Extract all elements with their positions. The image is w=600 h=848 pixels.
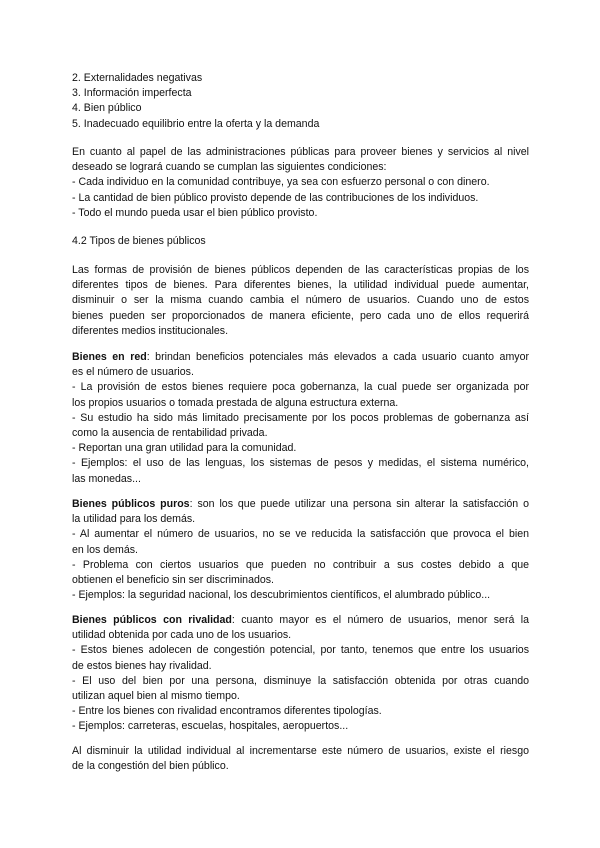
paragraph-line: En cuanto al papel de las administraciones públicas para proveer bienes y servicios al nivel bbox=[72, 146, 529, 158]
list-item: 4. Bien público bbox=[72, 102, 142, 115]
bullet-line: - Estos bienes adolecen de congestión potencial, por tanto, tenemos que entre los usuarios bbox=[72, 644, 529, 657]
bullet-line: utilizan aquel bien al mismo tiempo. bbox=[72, 690, 240, 703]
network-goods-section bbox=[72, 350, 529, 487]
intro-paragraph bbox=[72, 263, 529, 339]
definition-line: utilidad obtenida por cada uno de los usuarios. bbox=[72, 629, 292, 642]
paragraph-line: bienes pueden ser proporcionados de manera eficiente, pero cada uno de ellos requerirá bbox=[72, 309, 529, 322]
failures-list bbox=[72, 71, 529, 132]
bullet-line: - Problema con ciertos usuarios que pueden no contribuir a sus costes debido a que bbox=[72, 558, 529, 571]
bullet-line: en los demás. bbox=[72, 543, 138, 556]
paragraph-line: Al disminuir la utilidad individual al incrementarse este número de usuarios, existe el riesgo bbox=[72, 745, 529, 757]
bullet-line: - El uso del bien por una persona, disminuye la satisfacción obtenida por otras cuando bbox=[72, 674, 529, 687]
definition-line: es el número de usuarios. bbox=[72, 366, 194, 379]
bullet-line: como la ausencia de rentabilidad privada. bbox=[72, 427, 268, 440]
admin-paragraph bbox=[72, 145, 529, 221]
bullet-line: - Al aumentar el número de usuarios, no se ve reducida la satisfacción que provoca el bien bbox=[72, 528, 529, 541]
bullet-line: - Todo el mundo pueda usar el bien público provisto. bbox=[72, 206, 318, 219]
bullet-line: - Su estudio ha sido más limitado precisamente por los pocos problemas de gobernanza así bbox=[72, 411, 529, 424]
paragraph-line: de la congestión del bien público. bbox=[72, 760, 229, 773]
list-item: 3. Información imperfecta bbox=[72, 87, 192, 100]
list-item: 5. Inadecuado equilibrio entre la oferta y la demanda bbox=[72, 117, 320, 130]
term-bienes-publicos-puros: Bienes públicos puros bbox=[72, 498, 190, 510]
bullet-line: - La provisión de estos bienes requiere poca gobernanza, la cual puede ser organizada por bbox=[72, 381, 529, 394]
paragraph-line: deseado se logrará cuando se cumplan las siguientes condiciones: bbox=[72, 161, 387, 174]
list-item: 2. Externalidades negativas bbox=[72, 72, 203, 84]
bullet-line: - Ejemplos: la seguridad nacional, los descubrimientos científicos, el alumbrado público... bbox=[72, 589, 491, 602]
bullet-line: - Ejemplos: carreteras, escuelas, hospitales, aeropuertos... bbox=[72, 720, 349, 733]
bullet-line: - Cada individuo en la comunidad contribuye, ya sea con esfuerzo personal o con dinero. bbox=[72, 176, 490, 189]
bullet-line: obtienen el beneficio sin ser discriminados. bbox=[72, 574, 274, 587]
rival-public-goods-section bbox=[72, 613, 529, 735]
definition-text: : cuanto mayor es el número de usuarios, menor será la bbox=[231, 614, 530, 626]
section-heading bbox=[72, 234, 529, 249]
bullet-line: los propios usuarios o tomada prestada de alguna estructura externa. bbox=[72, 396, 399, 409]
definition-line bbox=[72, 497, 529, 512]
bullet-line: las monedas... bbox=[72, 472, 141, 485]
bullet-line: de estos bienes hay rivalidad. bbox=[72, 659, 212, 672]
definition-line bbox=[72, 350, 529, 365]
conclusion-paragraph bbox=[72, 744, 529, 774]
term-bienes-publicos-con-rivalidad: Bienes públicos con rivalidad bbox=[72, 614, 232, 626]
bullet-line: - Entre los bienes con rivalidad encontramos diferentes tipologías. bbox=[72, 705, 382, 718]
definition-text: : son los que puede utilizar una persona sin alterar la satisfacción o bbox=[189, 498, 529, 510]
paragraph-line: Las formas de provisión de bienes públicos dependen de las características propias de los bbox=[72, 264, 529, 276]
paragraph-line: diferentes medios institucionales. bbox=[72, 324, 229, 337]
section-title: 4.2 Tipos de bienes públicos bbox=[72, 235, 206, 247]
bullet-line: - Ejemplos: el uso de las lenguas, los sistemas de pesos y medidas, el sistema numérico, bbox=[72, 457, 529, 470]
definition-text: : brindan beneficios potenciales más elevados a cada usuario cuanto amyor bbox=[146, 351, 529, 363]
definition-line bbox=[72, 613, 529, 628]
bullet-line: - Reportan una gran utilidad para la comunidad. bbox=[72, 442, 297, 455]
paragraph-line: disminuir o ser la misma cuando cambia el número de usuarios. Cuando uno de estos bbox=[72, 294, 529, 307]
bullet-line: - La cantidad de bien público provisto depende de las contribuciones de los individuos. bbox=[72, 191, 479, 204]
definition-line: la utilidad para los demás. bbox=[72, 513, 196, 526]
paragraph-line: diferentes tipos de bienes. Para diferentes bienes, la utilidad individual puede aumentar, bbox=[72, 279, 529, 292]
term-bienes-en-red: Bienes en red bbox=[72, 351, 147, 363]
pure-public-goods-section bbox=[72, 497, 529, 603]
